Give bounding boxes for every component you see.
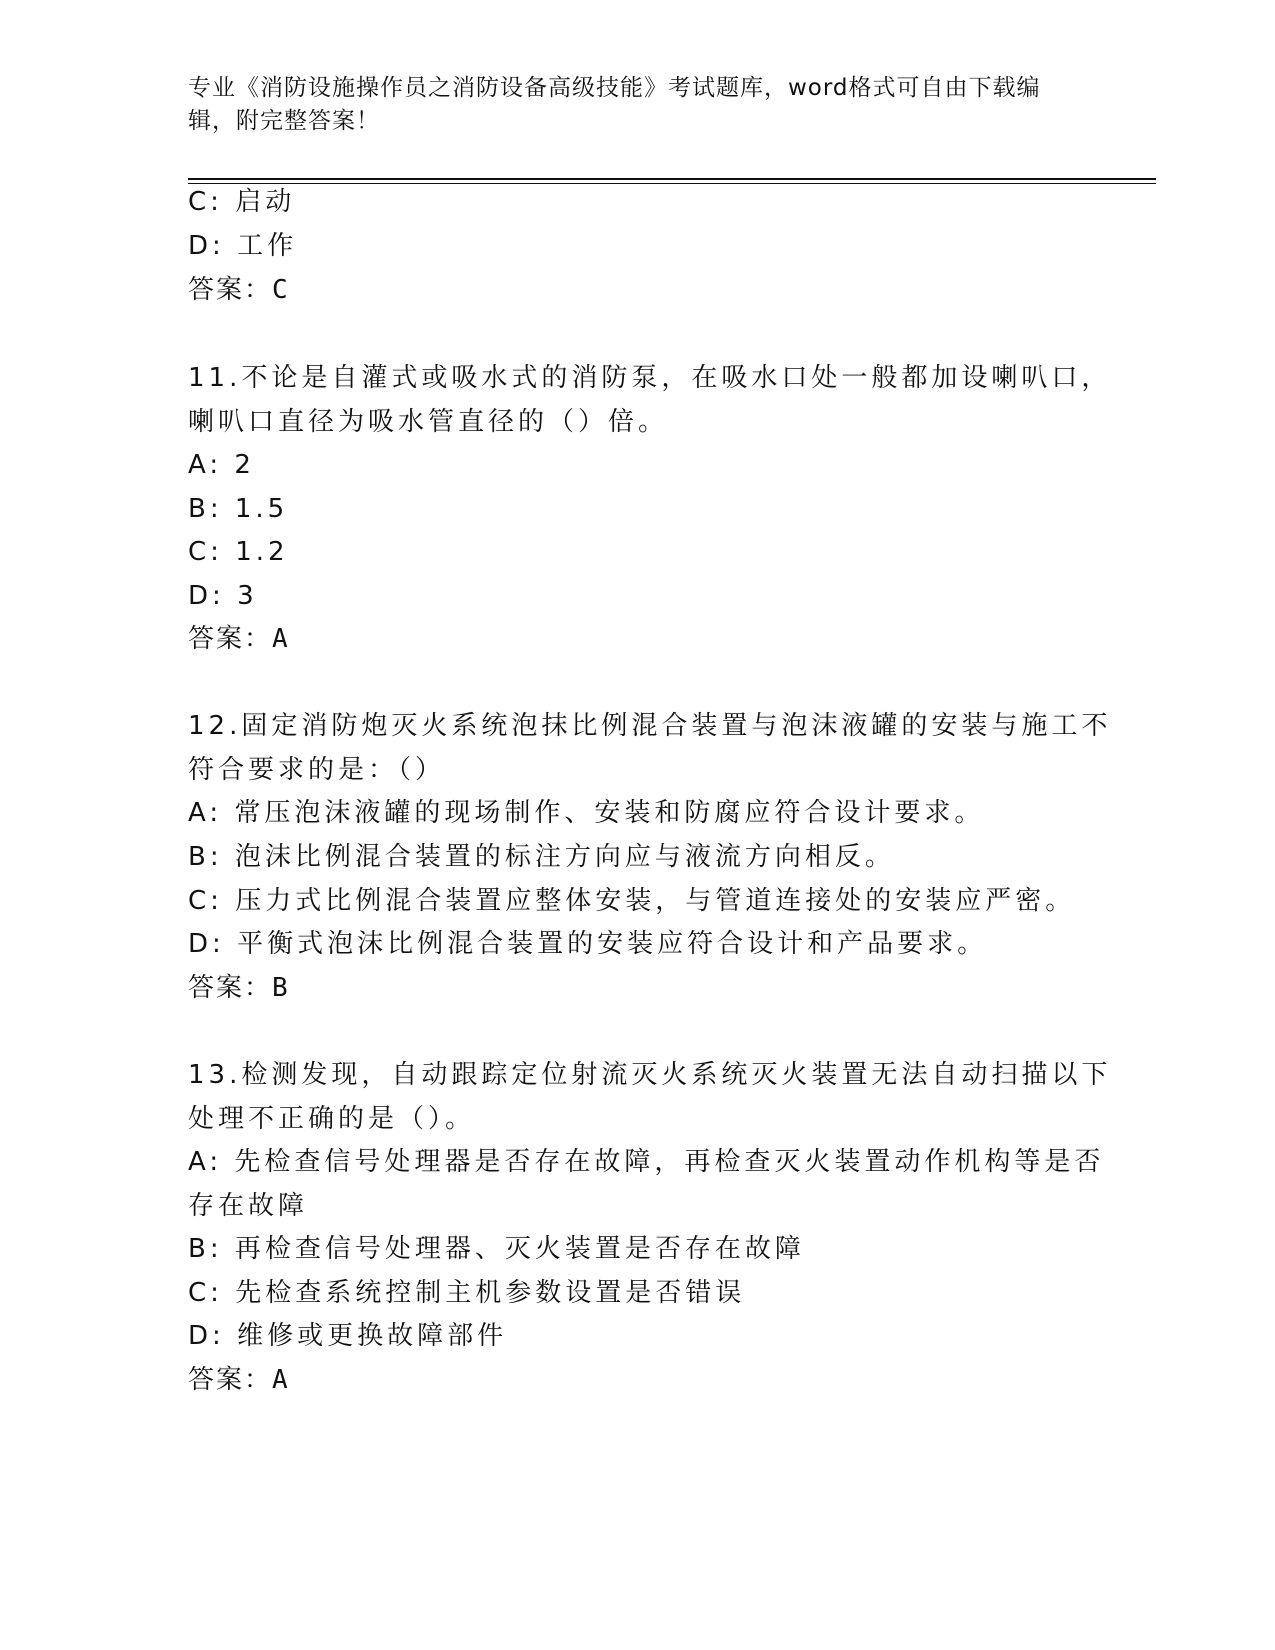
answer-value: B [272, 973, 288, 1003]
option-key: D [188, 231, 213, 261]
answer-line [188, 966, 288, 1010]
option-b: B: 1.5 [188, 494, 289, 524]
answer-line [188, 268, 288, 312]
option-key: B [188, 1234, 210, 1264]
question-12-stem-cont: 符合要求的是：（） [188, 755, 446, 785]
question-12-stem: 12.固定消防炮灭火系统泡抹比例混合装置与泡沫液罐的安装与施工不 [188, 711, 1112, 741]
option-text: 工作 [237, 231, 298, 261]
option-key: C [188, 1278, 211, 1308]
option-text: 泡沫比例混合装置的标注方向应与液流方向相反。 [234, 842, 895, 872]
option-key: C [188, 187, 211, 217]
option-text: 3 [237, 581, 258, 611]
answer-line [188, 617, 288, 661]
option-c: C: 压力式比例混合装置应整体安装，与管道连接处的安装应严密。 [188, 886, 1076, 916]
option-text: 再检查信号处理器、灭火装置是否存在故障 [234, 1234, 805, 1264]
header-divider-thin [188, 183, 1156, 184]
option-text: 常压泡沫液罐的现场制作、安装和防腐应符合设计要求。 [234, 798, 985, 828]
option-a: A: 常压泡沫液罐的现场制作、安装和防腐应符合设计要求。 [188, 798, 985, 828]
answer-label: 答案： [188, 973, 273, 1003]
option-key: B [188, 494, 210, 524]
option-text: 1.2 [235, 537, 289, 567]
question-11-stem: 11.不论是自灌式或吸水式的消防泵，在吸水口处一般都加设喇叭口， [188, 363, 1112, 393]
question-13-stem-cont: 处理不正确的是（）。 [188, 1104, 476, 1134]
option-d: D: 工作 [188, 231, 298, 261]
question-13-stem: 13.检测发现，自动跟踪定位射流灭火系统灭火装置无法自动扫描以下 [188, 1060, 1112, 1090]
option-key: D [188, 929, 213, 959]
question-11-stem-cont: 喇叭口直径为吸水管直径的（）倍。 [188, 407, 669, 437]
option-text: 启动 [235, 187, 296, 217]
option-a: A: 先检查信号处理器是否存在故障，再检查灭火装置动作机构等是否 [188, 1147, 1105, 1177]
option-text: 平衡式泡沫比例混合装置的安装应符合设计和产品要求。 [237, 929, 988, 959]
option-d: D: 维修或更换故障部件 [188, 1321, 508, 1351]
option-c: C: 启动 [188, 187, 296, 217]
option-key: A [188, 450, 210, 480]
option-key: D [188, 581, 213, 611]
option-key: C [188, 537, 211, 567]
header-divider-thick [188, 178, 1156, 180]
answer-value: C [272, 275, 288, 305]
answer-line [188, 1358, 288, 1402]
answer-value: A [272, 624, 288, 654]
option-key: B [188, 842, 210, 872]
option-text: 维修或更换故障部件 [237, 1321, 508, 1351]
option-text: 1.5 [234, 494, 289, 524]
option-key: A [188, 1147, 210, 1177]
option-text: 先检查系统控制主机参数设置是否错误 [235, 1278, 746, 1308]
option-b: B: 再检查信号处理器、灭火装置是否存在故障 [188, 1234, 805, 1264]
option-text: 压力式比例混合装置应整体安装，与管道连接处的安装应严密。 [235, 886, 1076, 916]
option-key: A [188, 798, 210, 828]
option-c: C: 先检查系统控制主机参数设置是否错误 [188, 1278, 746, 1308]
answer-label: 答案： [188, 624, 273, 654]
option-a-cont: 存在故障 [188, 1191, 309, 1221]
option-d: D: 平衡式泡沫比例混合装置的安装应符合设计和产品要求。 [188, 929, 988, 959]
option-c: C: 1.2 [188, 537, 289, 567]
document-header: 专业《消防设施操作员之消防设备高级技能》考试题库，word格式可自由下载编辑，附完整答案！ [188, 75, 1041, 134]
option-d: D: 3 [188, 581, 258, 611]
answer-label: 答案： [188, 1365, 273, 1395]
answer-label: 答案： [188, 275, 273, 305]
option-b: B: 泡沫比例混合装置的标注方向应与液流方向相反。 [188, 842, 895, 872]
option-key: C [188, 886, 211, 916]
option-text: 先检查信号处理器是否存在故障，再检查灭火装置动作机构等是否 [234, 1147, 1105, 1177]
answer-value: A [272, 1365, 288, 1395]
option-text: 2 [234, 450, 255, 480]
option-key: D [188, 1321, 213, 1351]
option-a: A: 2 [188, 450, 255, 480]
